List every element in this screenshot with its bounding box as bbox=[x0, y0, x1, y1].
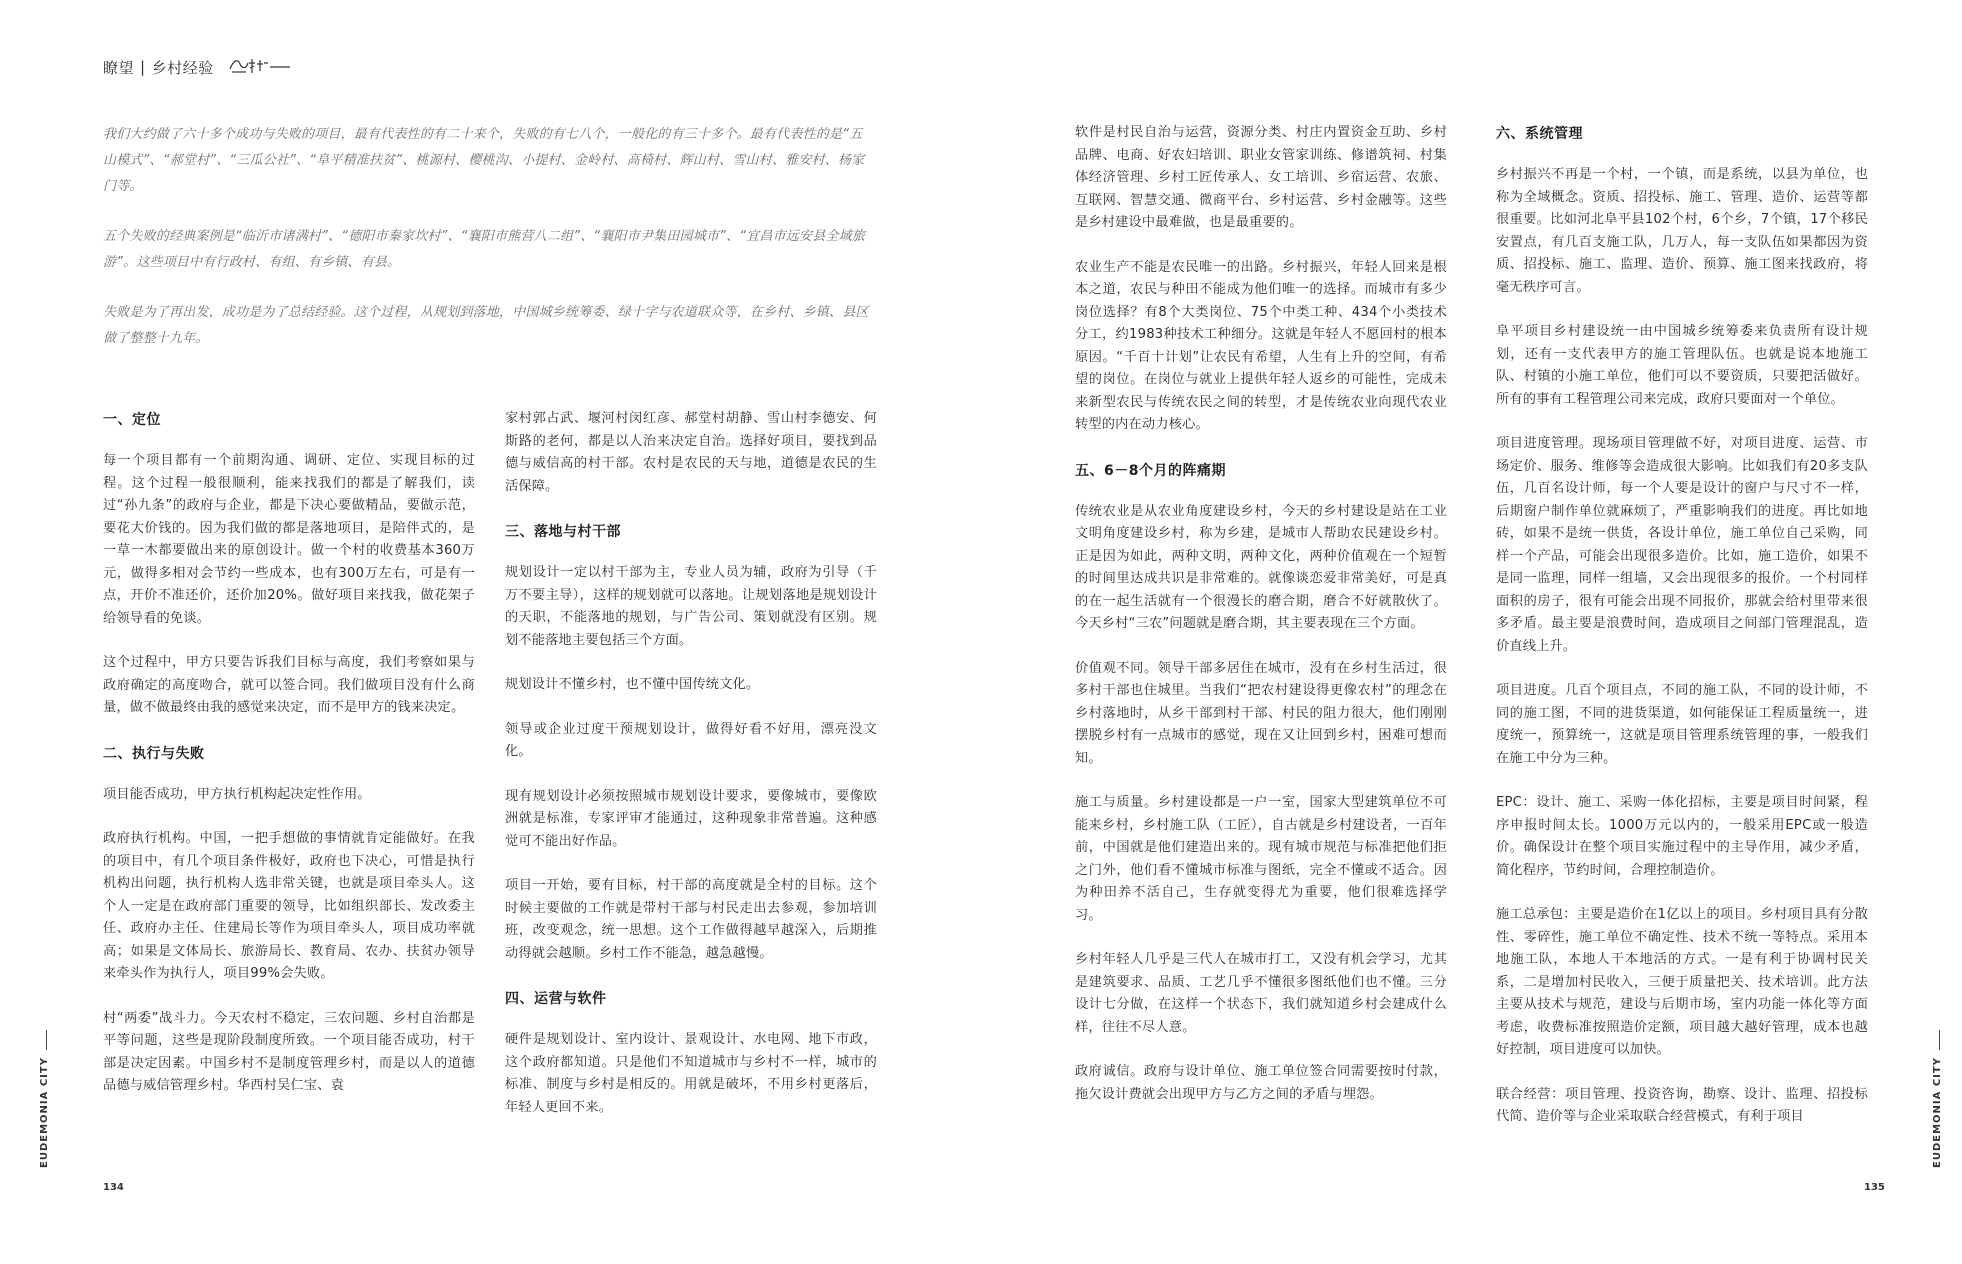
body-paragraph: 政府执行机构。中国，一把手想做的事情就肯定能做好。在我的项目中，有几个项目条件极好，政府也下决心，可惜是执行机构出问题，执行机构人选非常关键，也就是项目牵头人。这个人一定是在政府部门重要的领导，比如组织部长、发改委主任、政府办主任、住建局长等作为项目牵头人，项目成功率就高；如果是文体局长、旅游局长、教育局、农办、扶贫办领导来牵头作为执行人，项目99%会失败。 bbox=[103, 831, 475, 981]
body-paragraph: 规划设计不懂乡村，也不懂中国传统文化。 bbox=[505, 677, 760, 692]
body-paragraph: 项目一开始，要有目标，村干部的高度就是全村的目标。这个时候主要做的工作就是带村干部与村民走出去参观，参加培训班，改变观念，统一思想。这个工作做得越早越深入，后期推动得就会越顺。乡村工作不能急，越急越慢。 bbox=[505, 878, 877, 961]
body-paragraph: 农业生产不能是农民唯一的出路。乡村振兴，年轻人回来是根本之道，农民与种田不能成为他们唯一的选择。而城市有多少岗位选择？有8个大类岗位、75个中类工种、434个小类技术分工，约1983种技术工种细分。这就是年轻人不愿回村的根本原因。“千百十计划”让农民有希望，人生有上升的空间，有希望的岗位。在岗位与就业上提供年轻人返乡的可能性，完成未来新型农民与传统农民之间的转型，才是传统农业向现代农业转型的内在动力核心。 bbox=[1075, 259, 1447, 432]
body-paragraph: 政府诚信。政府与设计单位、施工单位签合同需要按时付款，拖欠设计费就会出现甲方与乙方之间的矛盾与埋怨。 bbox=[1075, 1064, 1447, 1102]
body-paragraph: 软件是村民自治与运营，资源分类、村庄内置资金互助、乡村品牌、电商、好农妇培训、职业女管家训练、修谱筑祠、村集体经济管理、乡村工匠传承人、女工培训、乡宿运营、农旅、互联网、智慧交通、微商平台、乡村运营、乡村金融等。这些是乡村建设中最难做，也是最重要的。 bbox=[1075, 125, 1447, 230]
text-column-2 bbox=[505, 408, 877, 1141]
body-paragraph: 每一个项目都有一个前期沟通、调研、定位、实现目标的过程。这个过程一般很顺利，能来找我们的都是了解我们，读过“孙九条”的政府与企业，都是下决心要做精品，要做示范，要花大价钱的。因为我们做的都是落地项目，是陪伴式的，是一草一木都要做出来的原创设计。做一个村的收费基本360万元，做得多相对会节约一些成本，也有300万左右，可是有一点，开价不准还价，还价加20%。做好项目来找我，做花架子给领导看的免谈。 bbox=[103, 453, 475, 626]
body-paragraph: 阜平项目乡村建设统一由中国城乡统筹委来负责所有设计规划，还有一支代表甲方的施工管理队伍。也就是说本地施工队、村镇的小施工单位，他们可以不要资质，只要把活做好。所有的事有工程管理公司来完成，政府只要面对一个单位。 bbox=[1496, 324, 1868, 407]
section-heading: 五、6－8个月的阵痛期 bbox=[1075, 462, 1226, 479]
page-number-right: 135 bbox=[1864, 1182, 1885, 1193]
body-paragraph: 施工与质量。乡村建设都是一户一室，国家大型建筑单位不可能来乡村，乡村施工队（工匠），自古就是乡村建设者，一百年前，中国就是他们建造出来的。现有城市规范与标准把他们拒之门外，他们看不懂城市标准与图纸，完全不懂或不适合。因为种田养不活自己，生存就变得尤为重要，他们很难选择学习。 bbox=[1075, 795, 1447, 923]
section-heading: 四、运营与软件 bbox=[505, 991, 607, 1007]
section-label: 瞭望 bbox=[103, 58, 135, 77]
side-label-left: EUDEMONIA CITY bbox=[39, 1057, 50, 1168]
intro-block bbox=[103, 122, 873, 376]
intro-paragraph: 我们大约做了六十多个成功与失败的项目，最有代表性的有二十来个，失败的有七八个，一般化的有三十多个。最有代表性的是“五山模式”、“郝堂村”、“三瓜公社”、“阜平精准扶贫”、桃源村、樱桃沟、小提村、金岭村、高椅村、辉山村、雪山村、雅安村、杨家门等。 bbox=[103, 127, 865, 194]
rural-logo bbox=[228, 55, 292, 79]
body-paragraph: 这个过程中，甲方只要告诉我们目标与高度，我们考察如果与政府确定的高度吻合，就可以签合同。我们做项目没有什么商量，做不做最终由我的感觉来决定，而不是甲方的钱来决定。 bbox=[103, 655, 475, 715]
text-column-3 bbox=[1075, 122, 1447, 1128]
section-heading: 二、执行与失败 bbox=[103, 745, 205, 762]
intro-paragraph: 失败是为了再出发，成功是为了总结经验。这个过程，从规划到落地，中国城乡统筹委、绿十字与农道联众等，在乡村、乡镇、县区做了整整十九年。 bbox=[103, 305, 869, 346]
body-paragraph: 乡村振兴不再是一个村，一个镇，而是系统，以县为单位，也称为全域概念。资质、招投标、施工、管理、造价、运营等都很重要。比如河北阜平县102个村，6个乡，7个镇，17个移民安置点，有几百支施工队，几万人，每一支队伍如果都因为资质、招投标、施工、监理、造价、预算、施工图来找政府，将毫无秩序可言。 bbox=[1496, 167, 1868, 295]
section-heading: 三、落地与村干部 bbox=[505, 524, 621, 540]
body-paragraph: 项目进度。几百个项目点，不同的施工队，不同的设计师，不同的施工图，不同的进货渠道，如何能保证工程质量统一，进度统一，预算统一，这就是项目管理系统管理的事，一般我们在施工中分为三种。 bbox=[1496, 683, 1868, 766]
body-paragraph: 施工总承包：主要是造价在1亿以上的项目。乡村项目具有分散性、零碎性，施工单位不确定性、技术不统一等特点。采用本地施工队，本地人干本地活的方式。一是有利于协调村民关系，二是增加村民收入，三便于质量把关、技术培训。此方法主要从技术与规范，建设与后期市场，室内功能一体化等方面考虑，收费标准按照造价定额，项目越大越好管理，成本也越好控制，项目进度可以加快。 bbox=[1496, 907, 1868, 1057]
body-paragraph: 村“两委”战斗力。今天农村不稳定，三农问题、乡村自治都是平等问题，这些是现阶段制度所致。一个项目能否成功，村干部是决定因素。中国乡村不是制度管理乡村，而是以人的道德品德与威信管理乡村。华西村吴仁宝、袁 bbox=[103, 1010, 475, 1093]
body-paragraph: 硬件是规划设计、室内设计、景观设计、水电网、地下市政，这个政府都知道。只是他们不知道城市与乡村不一样，城市的标准、制度与乡村是相反的。用就是破坏，不用乡村更落后，年轻人更回不来。 bbox=[505, 1032, 877, 1115]
body-paragraph: 家村郭占武、堰河村闵红彦、郝堂村胡静、雪山村李德安、何斯路的老何，都是以人治来决定自治。选择好项目，要找到品德与威信高的村干部。农村是农民的天与地，道德是农民的生活保障。 bbox=[505, 411, 877, 494]
body-paragraph: 项目能否成功，甲方执行机构起决定性作用。 bbox=[103, 786, 371, 802]
body-paragraph: 项目进度管理。现场项目管理做不好，对项目进度、运营、市场定价、服务、维修等会造成很大影响。比如我们有20多支队伍，几百名设计师，每一个人要是设计的窗户与尺寸不一样，后期窗户制作单位就麻烦了，严重影响我们的进度。再比如地砖，如果不是统一供货，各设计单位，施工单位自己采购，同样一个产品，可能会出现很多造价。比如，施工造价，如果不是同一监理，同样一组墙，又会出现很多的报价。一个村同样面积的房子，很有可能会出现不同报价，那就会给村里带来很多矛盾。最主要是浪费时间，造成项目之间部门管理混乱，造价直线上升。 bbox=[1496, 436, 1868, 654]
subsection-label: 乡村经验 bbox=[151, 58, 214, 77]
body-paragraph: 现有规划设计必须按照城市规划设计要求，要像城市，要像欧洲就是标准，专家评审才能通过，这种现象非常普遍。这种感觉可不能出好作品。 bbox=[505, 788, 877, 849]
section-heading: 一、定位 bbox=[103, 412, 161, 428]
intro-paragraph: 五个失败的经典案例是“临沂市诸满村”、“德阳市秦家坎村”、“襄阳市熊营八二组”、“襄阳市尹集田园城市”、“宜昌市远安县全域旅游”。这些项目中有行政村、有组、有乡镇、有县。 bbox=[103, 229, 866, 270]
page-number-left: 134 bbox=[103, 1182, 124, 1193]
body-paragraph: EPC：设计、施工、采购一体化招标，主要是项目时间紧，程序申报时间太长。1000万元以内的，一般采用EPC或一般造价。确保设计在整个项目实施过程中的主导作用，减少矛盾，简化程序，节约时间，合理控制造价。 bbox=[1496, 795, 1868, 878]
running-head bbox=[103, 55, 292, 79]
body-paragraph: 领导或企业过度干预规划设计，做得好看不好用，漂亮没文化。 bbox=[505, 721, 877, 759]
section-heading: 六、系统管理 bbox=[1496, 126, 1583, 142]
side-label-right: EUDEMONIA CITY bbox=[1932, 1057, 1943, 1168]
text-column-1 bbox=[103, 408, 475, 1120]
body-paragraph: 联合经营：项目管理、投资咨询，勘察、设计、监理、招投标代简、造价等与企业采取联合经营模式，有利于项目 bbox=[1496, 1086, 1868, 1124]
side-rule-right bbox=[1939, 1030, 1940, 1050]
section-separator: | bbox=[140, 58, 146, 76]
body-paragraph: 乡村年轻人几乎是三代人在城市打工，又没有机会学习，尤其是建筑要求、品质、工艺几乎不懂很多图纸他们也不懂。三分设计七分做，在这样一个状态下，我们就知道乡村会建成什么样，往往不尽人意。 bbox=[1075, 952, 1447, 1035]
right-page bbox=[981, 0, 1962, 1264]
body-paragraph: 规划设计一定以村干部为主，专业人员为辅，政府为引导（千万不要主导），这样的规划就可以落地。让规划落地是规划设计的天职，不能落地的规划，与广告公司、策划就没有区别。规划不能落地主要包括三个方面。 bbox=[505, 565, 877, 648]
body-paragraph: 价值观不同。领导干部多居住在城市，没有在乡村生活过，很多村干部也住城里。当我们“把农村建设得更像农村”的理念在乡村落地时，从乡干部到村干部、村民的阻力很大，他们刚刚摆脱乡村有一点城市的感觉，现在又让回到乡村，困难可想而知。 bbox=[1075, 660, 1447, 766]
side-rule-left bbox=[46, 1030, 47, 1050]
text-column-4 bbox=[1496, 122, 1868, 1151]
body-paragraph: 传统农业是从农业角度建设乡村，今天的乡村建设是站在工业文明角度建设乡村，称为乡建，是城市人帮助农民建设乡村。正是因为如此，两种文明，两种文化，两种价值观在一个短暂的时间里达成共识是非常难的。就像谈恋爱非常美好，可是真的在一起生活就有一个很漫长的磨合期，磨合不好就散伙了。今天乡村“三农”问题就是磨合期，其主要表现在三个方面。 bbox=[1075, 503, 1447, 631]
